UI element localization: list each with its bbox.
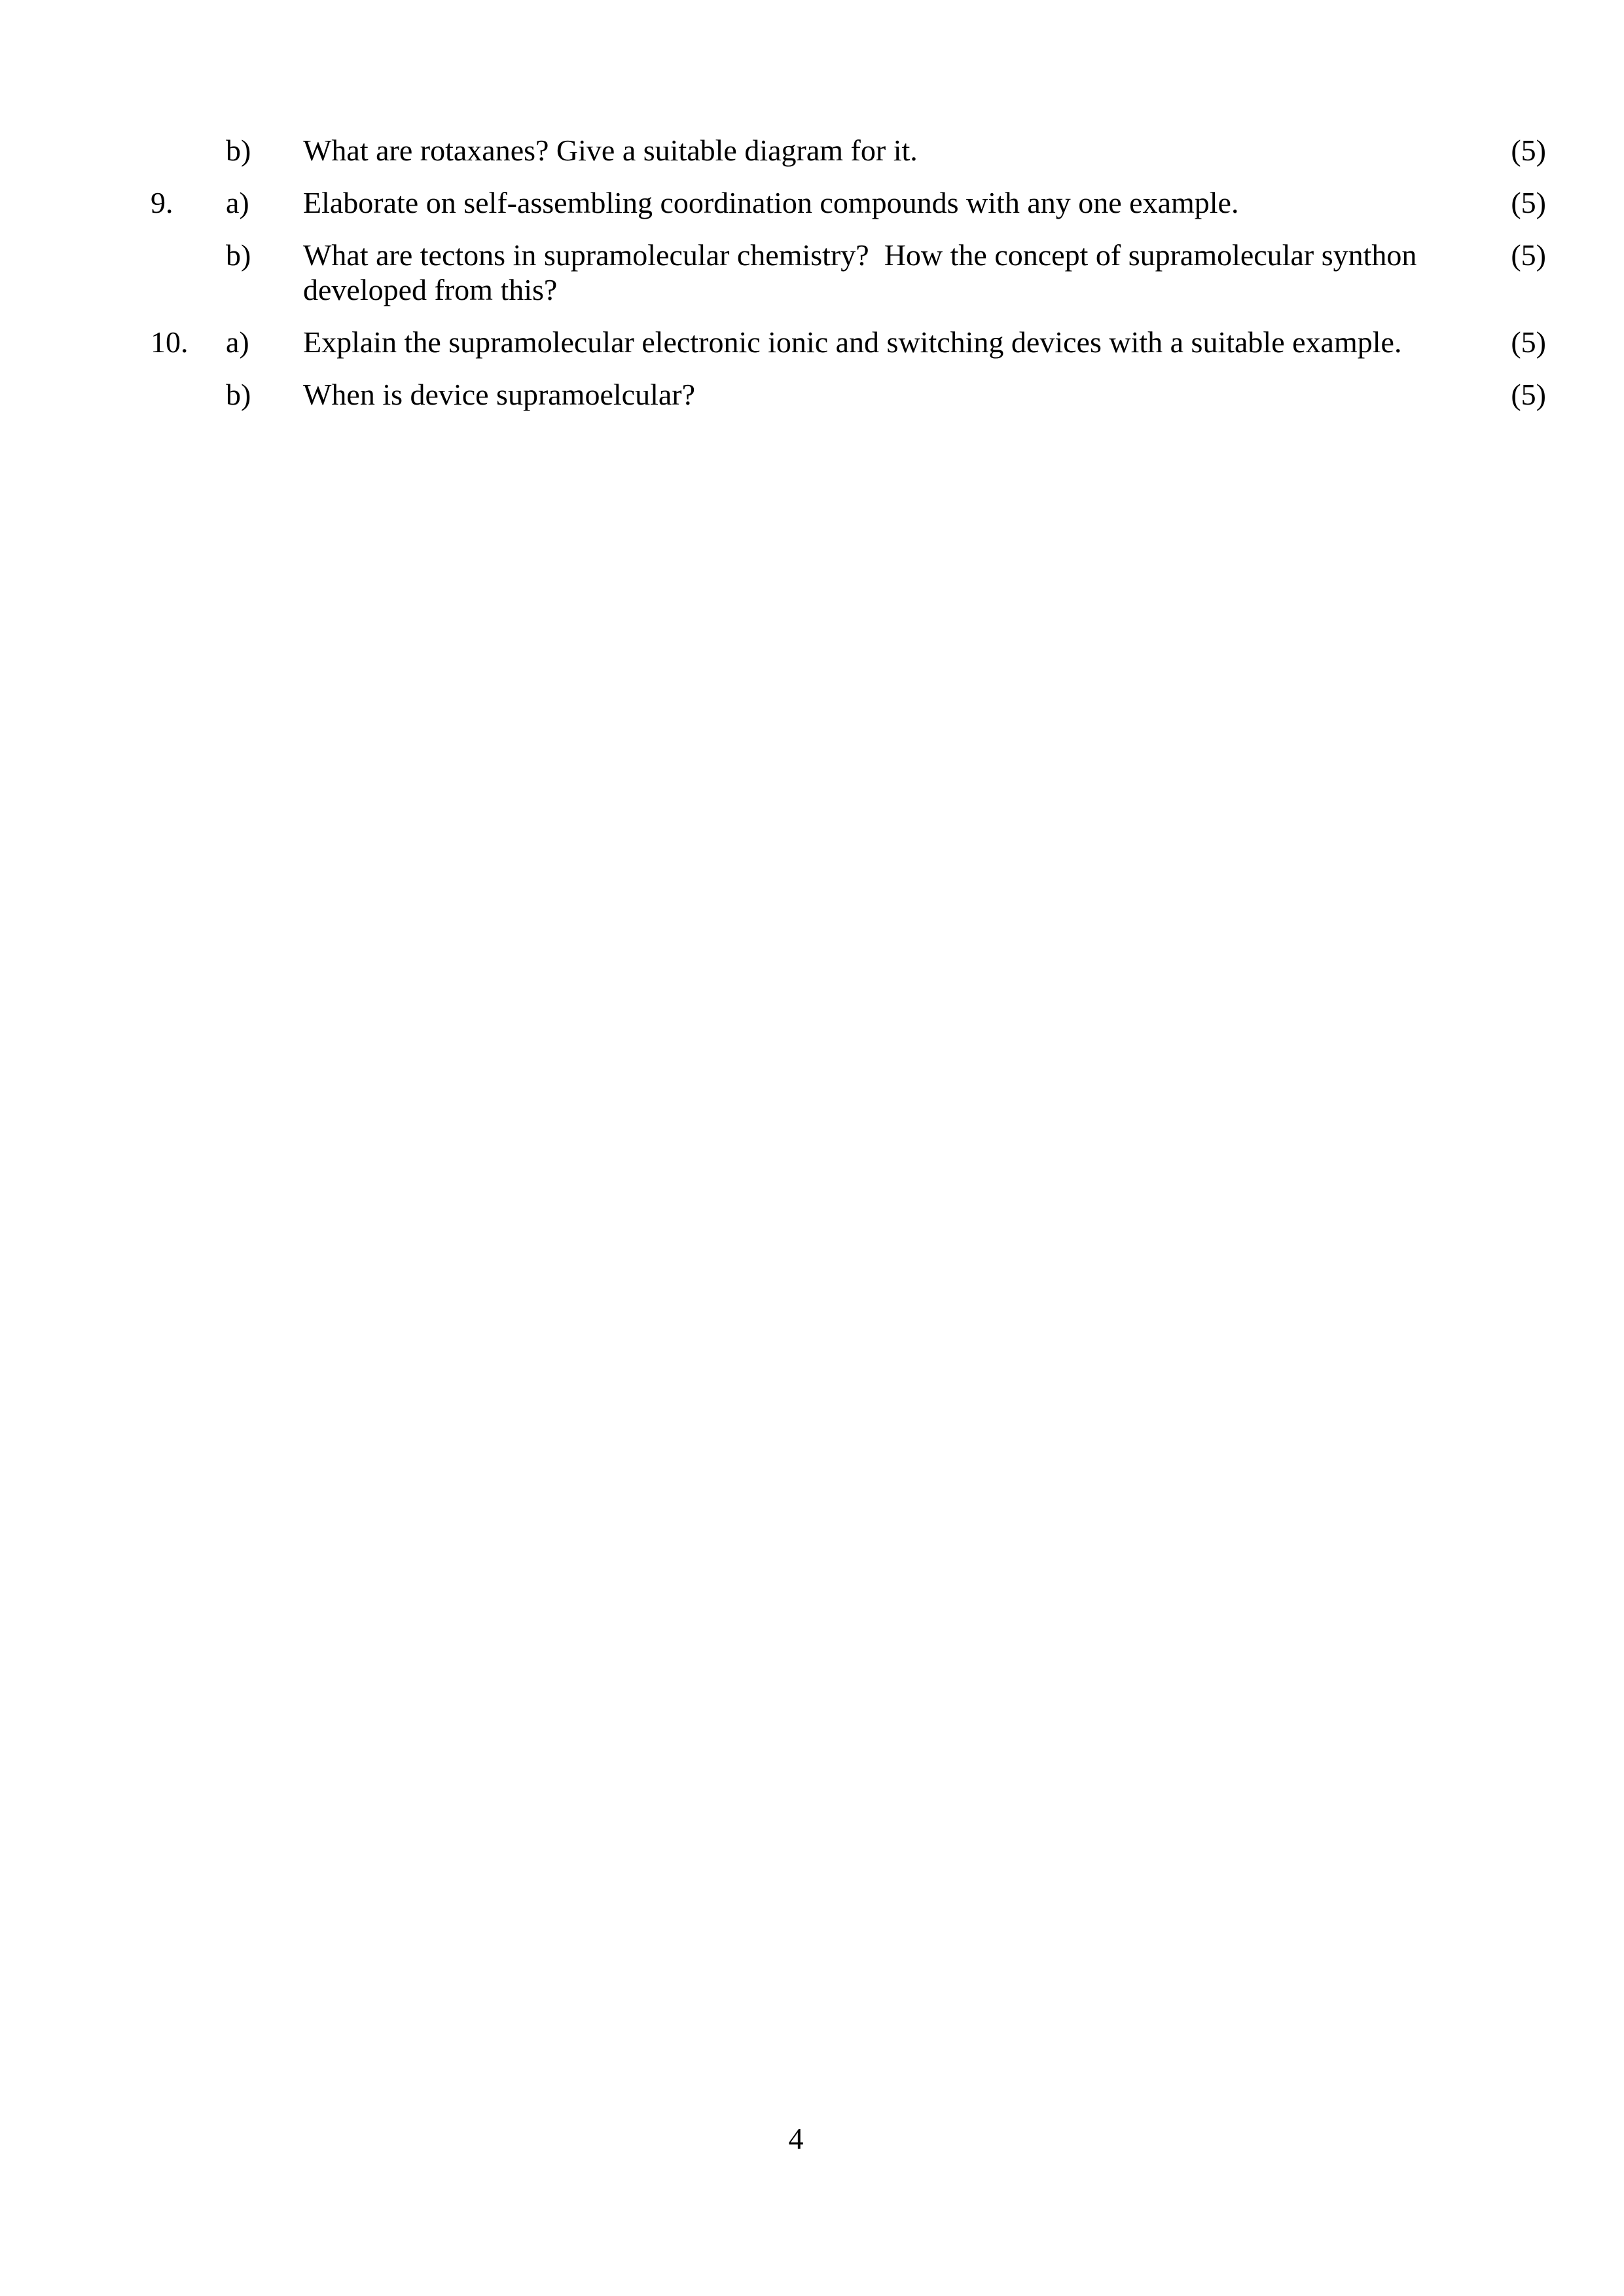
page-number: 4 xyxy=(788,2122,804,2155)
question-row xyxy=(151,325,1551,359)
question-number: 10. xyxy=(151,325,189,359)
question-text: What are tectons in supramolecular chemistry? How the concept of supramolecular synthon developed from this? xyxy=(303,238,1424,306)
question-marks: (5) xyxy=(1511,134,1546,167)
question-letter: b) xyxy=(226,134,251,167)
question-row xyxy=(151,185,1551,220)
question-list xyxy=(151,133,1551,429)
question-text: What are rotaxanes? Give a suitable diagram for it. xyxy=(303,134,918,167)
question-letter: a) xyxy=(226,186,249,219)
question-row xyxy=(151,238,1551,307)
question-number xyxy=(151,133,226,168)
question-marks: (5) xyxy=(1511,186,1546,219)
question-number xyxy=(151,377,226,412)
question-text: Elaborate on self-assembling coordination compounds with any one example. xyxy=(303,186,1239,219)
question-letter: b) xyxy=(226,378,251,411)
question-letter: a) xyxy=(226,325,249,359)
page-footer xyxy=(0,2121,1592,2156)
question-row xyxy=(151,133,1551,168)
question-letter: b) xyxy=(226,238,251,272)
question-marks: (5) xyxy=(1511,378,1546,411)
question-text: Explain the supramolecular electronic ionic and switching devices with a suitable example. xyxy=(303,325,1402,359)
question-row xyxy=(151,377,1551,412)
question-marks: (5) xyxy=(1511,325,1546,359)
question-text: When is device supramoelcular? xyxy=(303,378,696,411)
question-marks: (5) xyxy=(1511,238,1546,272)
question-number: 9. xyxy=(151,186,173,219)
question-number xyxy=(151,238,226,307)
